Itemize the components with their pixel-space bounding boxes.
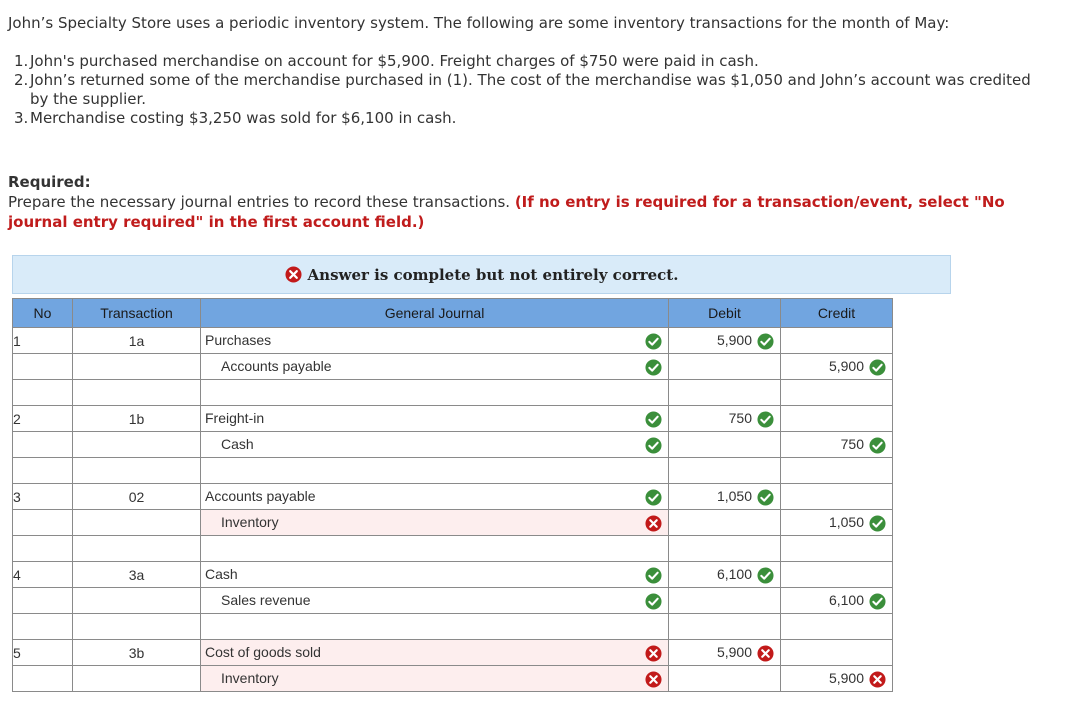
account-name: Cost of goods sold	[205, 644, 321, 660]
transaction-item	[14, 109, 1034, 128]
journal-row	[13, 484, 893, 510]
table-header-row	[13, 299, 893, 328]
empty-cell	[73, 458, 201, 484]
empty-cell	[201, 614, 669, 640]
transaction-number: 3.	[14, 109, 29, 127]
empty-cell	[73, 536, 201, 562]
credit-amount: 6,100	[828, 592, 864, 608]
debit-field[interactable]	[669, 406, 781, 432]
check-circle-icon	[645, 437, 662, 454]
account-name: Inventory	[221, 514, 279, 530]
transaction-cell	[73, 432, 201, 458]
debit-amount: 6,100	[716, 566, 752, 582]
x-circle-icon	[645, 645, 662, 662]
account-field[interactable]	[201, 406, 669, 432]
transaction-cell: 02	[73, 484, 201, 510]
general-journal-table	[12, 298, 893, 692]
account-field[interactable]	[201, 354, 669, 380]
header-general-journal: General Journal	[201, 299, 669, 328]
transaction-list	[14, 52, 1034, 128]
row-number: 3	[13, 484, 73, 510]
debit-field[interactable]	[669, 562, 781, 588]
debit-field[interactable]	[669, 484, 781, 510]
journal-row	[13, 666, 893, 692]
transaction-cell: 1a	[73, 328, 201, 354]
transaction-cell: 3b	[73, 640, 201, 666]
credit-field[interactable]	[781, 328, 893, 354]
journal-row	[13, 354, 893, 380]
check-circle-icon	[757, 567, 774, 584]
account-field[interactable]	[201, 588, 669, 614]
account-field[interactable]	[201, 666, 669, 692]
required-text: Prepare the necessary journal entries to record these transactions.	[8, 193, 511, 211]
credit-field[interactable]	[781, 510, 893, 536]
transaction-cell	[73, 354, 201, 380]
check-circle-icon	[645, 333, 662, 350]
spacer-row	[13, 614, 893, 640]
transaction-text: Merchandise costing $3,250 was sold for $6,100 in cash.	[30, 109, 457, 127]
header-transaction: Transaction	[73, 299, 201, 328]
x-circle-icon	[285, 266, 302, 283]
empty-cell	[13, 536, 73, 562]
row-number	[13, 432, 73, 458]
debit-field[interactable]	[669, 666, 781, 692]
credit-field[interactable]	[781, 406, 893, 432]
empty-cell	[73, 380, 201, 406]
empty-cell	[201, 536, 669, 562]
account-name: Freight-in	[205, 410, 265, 426]
x-circle-icon	[869, 671, 886, 688]
debit-amount: 1,050	[716, 488, 752, 504]
account-field[interactable]	[201, 484, 669, 510]
account-name: Inventory	[221, 670, 279, 686]
transaction-cell: 1b	[73, 406, 201, 432]
debit-field[interactable]	[669, 354, 781, 380]
account-field[interactable]	[201, 432, 669, 458]
credit-field[interactable]	[781, 666, 893, 692]
account-field[interactable]	[201, 562, 669, 588]
empty-cell	[781, 380, 893, 406]
credit-field[interactable]	[781, 432, 893, 458]
check-circle-icon	[757, 333, 774, 350]
transaction-cell	[73, 666, 201, 692]
credit-field[interactable]	[781, 588, 893, 614]
account-name: Sales revenue	[221, 592, 311, 608]
journal-row	[13, 406, 893, 432]
account-name: Accounts payable	[221, 358, 332, 374]
check-circle-icon	[645, 593, 662, 610]
transaction-item	[14, 52, 1034, 71]
check-circle-icon	[869, 359, 886, 376]
credit-amount: 5,900	[828, 670, 864, 686]
account-field[interactable]	[201, 328, 669, 354]
required-instructions	[8, 192, 1063, 232]
spacer-row	[13, 458, 893, 484]
debit-field[interactable]	[669, 510, 781, 536]
credit-amount: 5,900	[828, 358, 864, 374]
journal-row	[13, 432, 893, 458]
check-circle-icon	[645, 359, 662, 376]
account-name: Accounts payable	[205, 488, 316, 504]
credit-amount: 1,050	[828, 514, 864, 530]
credit-amount: 750	[840, 436, 864, 452]
empty-cell	[73, 614, 201, 640]
check-circle-icon	[757, 489, 774, 506]
empty-cell	[13, 380, 73, 406]
transaction-cell: 3a	[73, 562, 201, 588]
row-number: 1	[13, 328, 73, 354]
row-number	[13, 666, 73, 692]
debit-amount: 750	[728, 410, 752, 426]
journal-row	[13, 562, 893, 588]
row-number	[13, 588, 73, 614]
row-number: 4	[13, 562, 73, 588]
header-no: No	[13, 299, 73, 328]
check-circle-icon	[869, 593, 886, 610]
journal-row	[13, 640, 893, 666]
journal-row	[13, 588, 893, 614]
transaction-cell	[73, 510, 201, 536]
spacer-row	[13, 536, 893, 562]
journal-row	[13, 328, 893, 354]
row-number	[13, 354, 73, 380]
account-name: Cash	[221, 436, 254, 452]
debit-field[interactable]	[669, 588, 781, 614]
transaction-item	[14, 71, 1034, 109]
empty-cell	[781, 614, 893, 640]
empty-cell	[781, 536, 893, 562]
account-field[interactable]	[201, 510, 669, 536]
x-circle-icon	[645, 515, 662, 532]
row-number	[13, 510, 73, 536]
empty-cell	[669, 536, 781, 562]
credit-field[interactable]	[781, 640, 893, 666]
debit-field[interactable]	[669, 328, 781, 354]
header-debit: Debit	[669, 299, 781, 328]
required-note: (If no entry is required for a transaction/event, select "No journal entry required" in the first account field.)	[8, 193, 1005, 231]
debit-amount: 5,900	[716, 332, 752, 348]
x-circle-icon	[645, 671, 662, 688]
credit-field[interactable]	[781, 562, 893, 588]
empty-cell	[201, 458, 669, 484]
check-circle-icon	[645, 489, 662, 506]
credit-field[interactable]	[781, 354, 893, 380]
check-circle-icon	[757, 411, 774, 428]
transaction-number: 1.	[14, 52, 29, 70]
x-circle-icon	[757, 645, 774, 662]
empty-cell	[201, 380, 669, 406]
debit-amount: 5,900	[716, 644, 752, 660]
required-title: Required:	[8, 173, 91, 191]
check-circle-icon	[645, 411, 662, 428]
check-circle-icon	[869, 437, 886, 454]
banner-text: Answer is complete but not entirely correct.	[307, 265, 679, 284]
debit-field[interactable]	[669, 432, 781, 458]
empty-cell	[13, 614, 73, 640]
empty-cell	[781, 458, 893, 484]
account-name: Purchases	[205, 332, 272, 348]
transaction-text: John's purchased merchandise on account for $5,900. Freight charges of $750 were paid in cash.	[30, 52, 759, 70]
transaction-cell	[73, 588, 201, 614]
header-credit: Credit	[781, 299, 893, 328]
spacer-row	[13, 380, 893, 406]
credit-field[interactable]	[781, 484, 893, 510]
row-number: 5	[13, 640, 73, 666]
problem-intro: John’s Specialty Store uses a periodic inventory system. The following are some inventory transactions for the month of May:	[8, 14, 950, 32]
empty-cell	[669, 380, 781, 406]
debit-field[interactable]	[669, 640, 781, 666]
empty-cell	[13, 458, 73, 484]
result-banner	[12, 255, 951, 294]
row-number: 2	[13, 406, 73, 432]
account-name: Cash	[205, 566, 238, 582]
transaction-number: 2.	[14, 71, 29, 89]
check-circle-icon	[645, 567, 662, 584]
account-field[interactable]	[201, 640, 669, 666]
check-circle-icon	[869, 515, 886, 532]
transaction-text: John’s returned some of the merchandise purchased in (1). The cost of the merchandise was $1,050 and John’s account was credited by the supplier.	[30, 71, 1031, 108]
journal-row	[13, 510, 893, 536]
empty-cell	[669, 614, 781, 640]
empty-cell	[669, 458, 781, 484]
